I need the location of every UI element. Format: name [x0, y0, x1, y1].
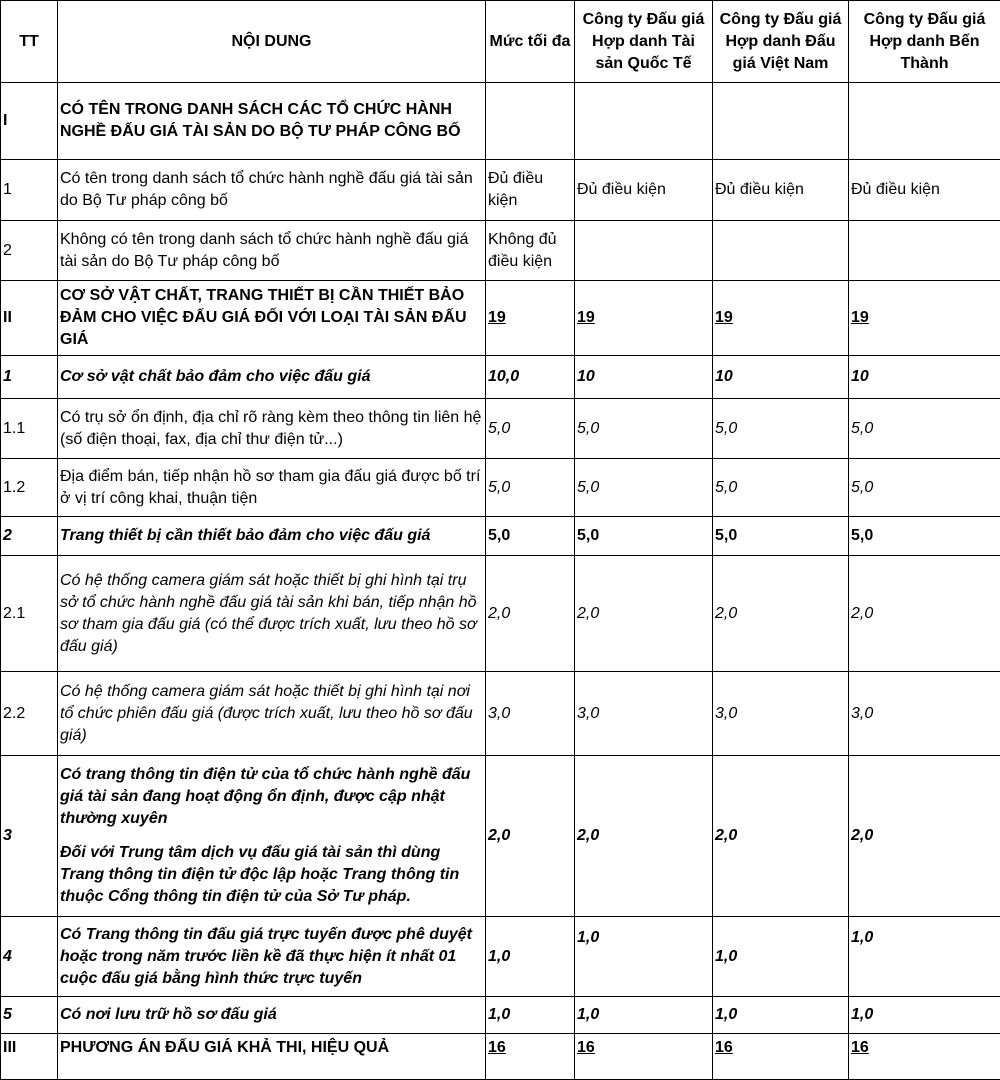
cell-tt: 2.1 — [1, 556, 58, 672]
table-row — [1, 917, 1000, 997]
content-note: Đối với Trung tâm dịch vụ đấu giá tài sản thì dùng Trang thông tin điện tử độc lập hoặc Trang thông tin thuộc Cổng thông tin điện tử của Sở Tư pháp. — [60, 842, 483, 908]
cell-c3: 16 — [849, 1034, 1000, 1080]
cell-max: 5,0 — [486, 459, 575, 517]
cell-max: 16 — [486, 1034, 575, 1080]
cell-content: Địa điểm bán, tiếp nhận hồ sơ tham gia đấu giá được bố trí ở vị trí công khai, thuận tiện — [58, 459, 486, 517]
cell-max: Không đủ điều kiện — [486, 221, 575, 281]
content-main: Có trang thông tin điện tử của tổ chức hành nghề đấu giá tài sản đang hoạt động ổn định, được cập nhật thường xuyên — [60, 764, 483, 830]
cell-c2: 1,0 — [713, 917, 849, 997]
cell-tt: 1 — [1, 160, 58, 221]
cell-tt: III — [1, 1034, 58, 1080]
cell-c3: 19 — [849, 281, 1000, 356]
cell-c1: 2,0 — [575, 556, 713, 672]
header-row — [1, 1, 1000, 83]
cell-c3: Đủ điều kiện — [849, 160, 1000, 221]
table-row — [1, 997, 1000, 1034]
cell-c2: 2,0 — [713, 556, 849, 672]
cell-tt: 4 — [1, 917, 58, 997]
cell-tt: 2.2 — [1, 672, 58, 756]
table-row — [1, 160, 1000, 221]
cell-tt: 1 — [1, 356, 58, 399]
cell-content: CƠ SỞ VẬT CHẤT, TRANG THIẾT BỊ CẦN THIẾT BẢO ĐẢM CHO VIỆC ĐẤU GIÁ ĐỐI VỚI LOẠI TÀI SẢN ĐẤU GIÁ — [58, 281, 486, 356]
cell-max: 19 — [486, 281, 575, 356]
header-company3: Công ty Đấu giá Hợp danh Bến Thành — [849, 1, 1000, 83]
cell-c2: 3,0 — [713, 672, 849, 756]
cell-tt: 5 — [1, 997, 58, 1034]
cell-c1: 2,0 — [575, 756, 713, 917]
cell-c3: 1,0 — [849, 917, 1000, 997]
cell-c3: 10 — [849, 356, 1000, 399]
cell-c1 — [575, 83, 713, 160]
header-content: NỘI DUNG — [58, 1, 486, 83]
cell-c2: 19 — [713, 281, 849, 356]
header-company1: Công ty Đấu giá Hợp danh Tài sản Quốc Tế — [575, 1, 713, 83]
cell-tt: 2 — [1, 517, 58, 556]
cell-c2: 2,0 — [713, 756, 849, 917]
cell-c1: Đủ điều kiện — [575, 160, 713, 221]
cell-c3: 3,0 — [849, 672, 1000, 756]
cell-content: PHƯƠNG ÁN ĐẤU GIÁ KHẢ THI, HIỆU QUẢ — [58, 1034, 486, 1080]
cell-c1: 5,0 — [575, 399, 713, 459]
cell-c3: 1,0 — [849, 997, 1000, 1034]
header-tt: TT — [1, 1, 58, 83]
cell-max: 10,0 — [486, 356, 575, 399]
cell-c1: 19 — [575, 281, 713, 356]
cell-c2: 10 — [713, 356, 849, 399]
table-row — [1, 1034, 1000, 1080]
cell-content: Có hệ thống camera giám sát hoặc thiết bị ghi hình tại trụ sở tổ chức hành nghề đấu giá tài sản khi bán, tiếp nhận hồ sơ tham gia đấu giá (có thể được trích xuất, lưu theo hồ sơ đấu giá) — [58, 556, 486, 672]
cell-content: Có tên trong danh sách tổ chức hành nghề đấu giá tài sản do Bộ Tư pháp công bố — [58, 160, 486, 221]
cell-tt: 1.1 — [1, 399, 58, 459]
cell-c2 — [713, 83, 849, 160]
cell-max: 5,0 — [486, 517, 575, 556]
cell-max: Đủ điều kiện — [486, 160, 575, 221]
cell-c2 — [713, 221, 849, 281]
cell-c2: Đủ điều kiện — [713, 160, 849, 221]
table-row — [1, 399, 1000, 459]
cell-content: CÓ TÊN TRONG DANH SÁCH CÁC TỔ CHỨC HÀNH NGHỀ ĐẤU GIÁ TÀI SẢN DO BỘ TƯ PHÁP CÔNG BỐ — [58, 83, 486, 160]
cell-c3: 5,0 — [849, 459, 1000, 517]
cell-c1: 5,0 — [575, 517, 713, 556]
cell-tt: 3 — [1, 756, 58, 917]
cell-c3: 2,0 — [849, 556, 1000, 672]
cell-content: Trang thiết bị cần thiết bảo đảm cho việc đấu giá — [58, 517, 486, 556]
cell-tt: 2 — [1, 221, 58, 281]
cell-c1: 5,0 — [575, 459, 713, 517]
cell-max: 2,0 — [486, 556, 575, 672]
table-row — [1, 221, 1000, 281]
cell-content: Có trụ sở ổn định, địa chỉ rõ ràng kèm theo thông tin liên hệ (số điện thoại, fax, địa chỉ thư điện tử...) — [58, 399, 486, 459]
cell-c3: 5,0 — [849, 399, 1000, 459]
cell-c2: 16 — [713, 1034, 849, 1080]
table-row — [1, 281, 1000, 356]
table-row — [1, 756, 1000, 917]
cell-content: Không có tên trong danh sách tổ chức hành nghề đấu giá tài sản do Bộ Tư pháp công bố — [58, 221, 486, 281]
cell-content: Có nơi lưu trữ hồ sơ đấu giá — [58, 997, 486, 1034]
cell-c2: 5,0 — [713, 459, 849, 517]
cell-c1: 3,0 — [575, 672, 713, 756]
table-row — [1, 517, 1000, 556]
cell-tt: I — [1, 83, 58, 160]
cell-max: 1,0 — [486, 917, 575, 997]
cell-c3: 5,0 — [849, 517, 1000, 556]
cell-max: 1,0 — [486, 997, 575, 1034]
cell-c3: 2,0 — [849, 756, 1000, 917]
cell-max: 3,0 — [486, 672, 575, 756]
cell-c1 — [575, 221, 713, 281]
cell-c2: 5,0 — [713, 399, 849, 459]
cell-content: Có Trang thông tin đấu giá trực tuyến được phê duyệt hoặc trong năm trước liền kề đã thực hiện ít nhất 01 cuộc đấu giá bằng hình thức trực tuyến — [58, 917, 486, 997]
cell-c3 — [849, 83, 1000, 160]
cell-c2: 5,0 — [713, 517, 849, 556]
cell-c1: 16 — [575, 1034, 713, 1080]
cell-max: 5,0 — [486, 399, 575, 459]
cell-c3 — [849, 221, 1000, 281]
cell-max — [486, 83, 575, 160]
table-row — [1, 356, 1000, 399]
cell-tt: II — [1, 281, 58, 356]
cell-tt: 1.2 — [1, 459, 58, 517]
cell-c1: 1,0 — [575, 917, 713, 997]
cell-max: 2,0 — [486, 756, 575, 917]
cell-content — [58, 756, 486, 917]
cell-c1: 10 — [575, 356, 713, 399]
table-row — [1, 556, 1000, 672]
table-row — [1, 459, 1000, 517]
table-row — [1, 83, 1000, 160]
header-max: Mức tối đa — [486, 1, 575, 83]
cell-content: Có hệ thống camera giám sát hoặc thiết bị ghi hình tại nơi tổ chức phiên đấu giá (được trích xuất, lưu theo hồ sơ đấu giá) — [58, 672, 486, 756]
table-row — [1, 672, 1000, 756]
header-company2: Công ty Đấu giá Hợp danh Đấu giá Việt Nam — [713, 1, 849, 83]
cell-content: Cơ sở vật chất bảo đảm cho việc đấu giá — [58, 356, 486, 399]
cell-c1: 1,0 — [575, 997, 713, 1034]
cell-c2: 1,0 — [713, 997, 849, 1034]
